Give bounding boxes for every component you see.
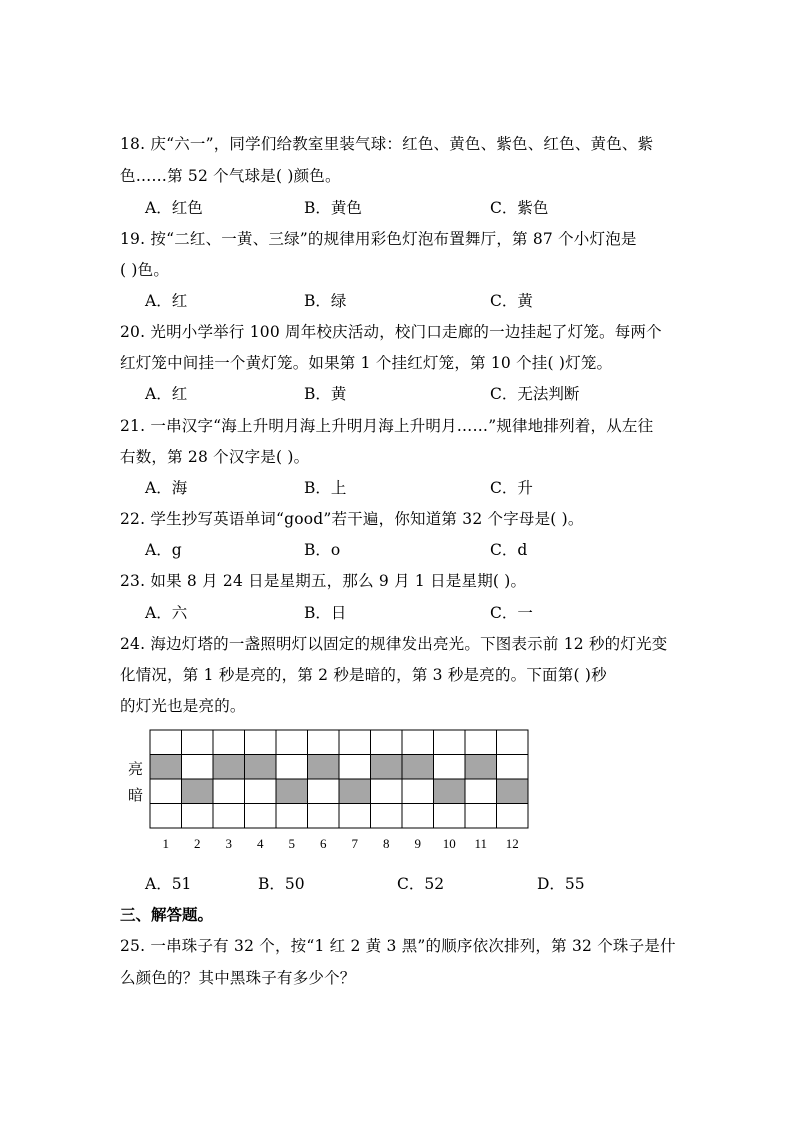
q20-line1: 20. 光明小学举行 100 周年校庆活动，校门口走廊的一边挂起了灯笼。每两个: [120, 323, 662, 341]
grid-cell: [434, 804, 466, 829]
grid-cell: [276, 804, 308, 829]
grid-cell: [182, 804, 214, 829]
section-title: 三、解答题。: [120, 905, 214, 924]
grid-cell: [276, 755, 308, 780]
bright-cell-3: [213, 755, 245, 780]
x-tick-label: 11: [474, 836, 488, 850]
row-label-dark: 暗: [128, 786, 144, 804]
dark-cell-10: [434, 779, 466, 804]
dark-cell-5: [276, 779, 308, 804]
dark-cell-12: [497, 779, 529, 804]
grid-cell: [150, 804, 182, 829]
grid-cell: [213, 730, 245, 755]
dark-cell-2: [182, 779, 214, 804]
grid-cell: [182, 755, 214, 780]
q22-option-a[interactable]: A．g: [145, 541, 182, 559]
bright-cell-9: [402, 755, 434, 780]
grid-cell: [213, 779, 245, 804]
q21-line1: 21. 一串汉字“海上升明月海上升明月海上升明月……”规律地排列着，从左往: [120, 417, 654, 435]
x-tick-label: 2: [194, 836, 201, 850]
q21-option-b[interactable]: B．上: [304, 479, 347, 497]
grid-cell: [150, 779, 182, 804]
x-tick-label: 1: [162, 836, 169, 850]
q19-option-a[interactable]: A．红: [145, 292, 188, 310]
x-tick-label: 12: [505, 836, 519, 850]
grid-cell: [308, 804, 340, 829]
q24-option-b[interactable]: B．50: [258, 875, 305, 893]
dark-cell-7: [339, 779, 371, 804]
grid-cell: [245, 730, 277, 755]
grid-cell: [402, 779, 434, 804]
q20-option-a[interactable]: A．红: [145, 385, 188, 403]
q18-option-b[interactable]: B．黄色: [304, 199, 362, 217]
x-tick-label: 8: [383, 836, 390, 850]
q20-option-c[interactable]: C．无法判断: [490, 385, 580, 403]
x-tick-label: 9: [414, 836, 421, 850]
grid-cell: [339, 804, 371, 829]
q24-line2: 化情况，第 1 秒是亮的，第 2 秒是暗的，第 3 秒是亮的。下面第( )秒: [120, 666, 607, 684]
bright-cell-8: [371, 755, 403, 780]
q18-line1: 18. 庆“六一”，同学们给教室里装气球：红色、黄色、紫色、红色、黄色、紫: [120, 135, 654, 153]
grid-cell: [465, 730, 497, 755]
grid-cell: [308, 730, 340, 755]
grid-cell: [339, 755, 371, 780]
grid-cell: [434, 755, 466, 780]
grid-cell: [402, 804, 434, 829]
grid-cell: [497, 730, 529, 755]
q21-option-c[interactable]: C．升: [490, 479, 533, 497]
q21-option-a[interactable]: A．海: [145, 479, 188, 497]
grid-cell: [497, 755, 529, 780]
q20-option-b[interactable]: B．黄: [304, 385, 347, 403]
x-tick-label: 10: [442, 836, 456, 850]
grid-cell: [150, 730, 182, 755]
q23-option-a[interactable]: A．六: [145, 604, 188, 622]
q24-option-d[interactable]: D．55: [537, 875, 585, 893]
grid-cell: [339, 730, 371, 755]
q18-line2: 色……第 52 个气球是( )颜色。: [120, 167, 341, 185]
x-tick-label: 3: [225, 836, 232, 850]
grid-cell: [465, 804, 497, 829]
q23-option-b[interactable]: B．日: [304, 604, 347, 622]
bright-cell-4: [245, 755, 277, 780]
q20-line2: 红灯笼中间挂一个黄灯笼。如果第 1 个挂红灯笼，第 10 个挂( )灯笼。: [120, 354, 613, 372]
q22-option-c[interactable]: C．d: [490, 541, 528, 559]
grid-cell: [213, 804, 245, 829]
q22-option-b[interactable]: B．o: [304, 541, 341, 559]
q19-line2: ( )色。: [120, 261, 170, 279]
row-label-bright: 亮: [128, 760, 144, 778]
x-tick-label: 5: [288, 836, 295, 850]
q18-option-a[interactable]: A．红色: [145, 199, 203, 217]
q22-line1: 22. 学生抄写英语单词“good”若干遍，你知道第 32 个字母是( )。: [120, 510, 584, 528]
q25-line1: 25. 一串珠子有 32 个，按“1 红 2 黄 3 黑”的顺序依次排列，第 32 个珠子是什: [120, 937, 676, 955]
q19-option-c[interactable]: C．黄: [490, 292, 533, 310]
q23-line1: 23. 如果 8 月 24 日是星期五，那么 9 月 1 日是星期( )。: [120, 572, 527, 590]
grid-cell: [276, 730, 308, 755]
x-tick-label: 4: [257, 836, 264, 850]
bright-cell-11: [465, 755, 497, 780]
q23-option-c[interactable]: C．一: [490, 604, 533, 622]
grid-cell: [371, 779, 403, 804]
q24-option-c[interactable]: C．52: [397, 875, 445, 893]
q18-option-c[interactable]: C．紫色: [490, 199, 549, 217]
grid-cell: [434, 730, 466, 755]
grid-cell: [371, 730, 403, 755]
bright-cell-6: [308, 755, 340, 780]
q25-line2: 么颜色的？其中黑珠子有多少个？: [120, 969, 356, 987]
q19-line1: 19. 按“二红、一黄、三绿”的规律用彩色灯泡布置舞厅，第 87 个小灯泡是: [120, 230, 637, 248]
x-tick-label: 6: [320, 836, 327, 850]
grid-cell: [465, 779, 497, 804]
q19-option-b[interactable]: B．绿: [304, 292, 347, 310]
light-pattern-diagram: [110, 720, 550, 850]
grid-cell: [245, 779, 277, 804]
q24-line3: 的灯光也是亮的。: [120, 697, 246, 715]
light-grid: [110, 720, 550, 850]
grid-cell: [308, 779, 340, 804]
x-tick-label: 7: [351, 836, 358, 850]
grid-cell: [182, 730, 214, 755]
q21-line2: 右数，第 28 个汉字是( )。: [120, 448, 310, 466]
grid-cell: [402, 730, 434, 755]
q24-option-a[interactable]: A．51: [145, 875, 192, 893]
q24-line1: 24. 海边灯塔的一盏照明灯以固定的规律发出亮光。下图表示前 12 秒的灯光变: [120, 635, 668, 653]
grid-cell: [245, 804, 277, 829]
grid-cell: [497, 804, 529, 829]
bright-cell-1: [150, 755, 182, 780]
grid-cell: [371, 804, 403, 829]
